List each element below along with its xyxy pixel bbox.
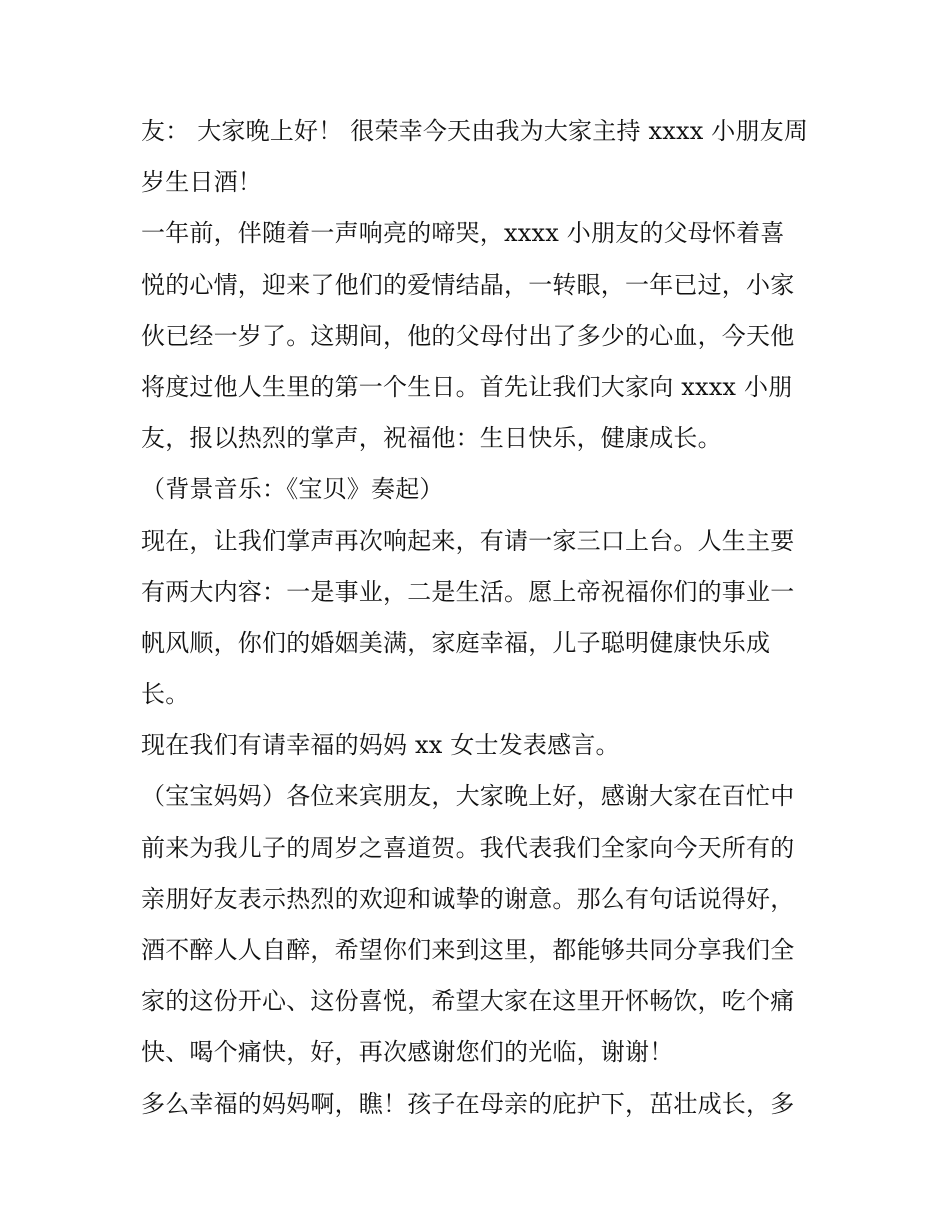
text-line: 亲朋好友表示热烈的欢迎和诚挚的谢意。那么有句话说得好， (141, 884, 795, 913)
text-line: 一年前，伴随着一声响亮的啼哭，xxxx 小朋友的父母怀着喜 (141, 219, 785, 248)
text-line: 前来为我儿子的周岁之喜道贺。我代表我们全家向今天所有的 (141, 833, 795, 862)
text-line: 悦的心情，迎来了他们的爱情结晶，一转眼，一年已过，小家 (141, 270, 795, 299)
text-line: 长。 (141, 680, 190, 709)
text-line: 现在我们有请幸福的妈妈 xx 女士发表感言。 (141, 731, 620, 760)
text-line: （背景音乐：《宝贝》奏起） (141, 475, 444, 504)
text-line: 友： 大家晚上好！ 很荣幸今天由我为大家主持 xxxx 小朋友周 (141, 117, 809, 145)
text-line: 家的这份开心、这份喜悦，希望大家在这里开怀畅饮，吃个痛 (141, 987, 795, 1016)
text-line: 快、喝个痛快，好，再次感谢您们的光临，谢谢！ (141, 1038, 674, 1067)
text-line: 酒不醉人人自醉，希望你们来到这里，都能够共同分享我们全 (141, 936, 795, 964)
text-line: 现在，让我们掌声再次响起来，有请一家三口上台。人生主要 (141, 526, 795, 555)
document-body (141, 106, 813, 1130)
text-line: （宝宝妈妈）各位来宾朋友，大家晚上好，感谢大家在百忙中 (141, 782, 795, 811)
text-line: 将度过他人生里的第一个生日。首先让我们大家向 xxxx 小朋 (141, 372, 793, 401)
text-line: 伙已经一岁了。这期间，他的父母付出了多少的心血，今天他 (141, 321, 795, 350)
text-line: 帆风顺，你们的婚姻美满，家庭幸福，儿子聪明健康快乐成 (141, 628, 771, 657)
text-line: 友，报以热烈的掌声，祝福他：生日快乐，健康成长。 (141, 424, 722, 453)
text-line: 有两大内容：一是事业，二是生活。愿上帝祝福你们的事业一 (141, 577, 795, 606)
text-line: 岁生日酒！ (141, 168, 262, 197)
text-line: 多么幸福的妈妈啊，瞧！孩子在母亲的庇护下，茁壮成长，多 (141, 1089, 795, 1118)
